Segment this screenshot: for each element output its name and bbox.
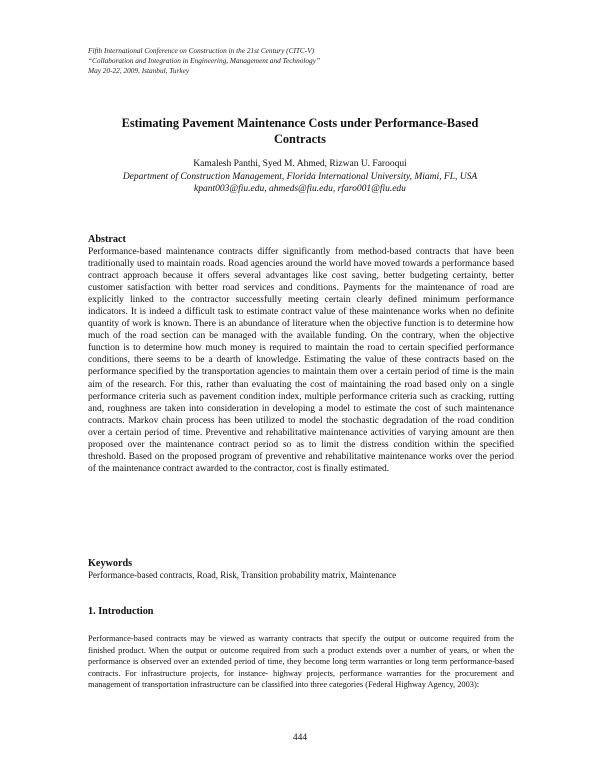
conference-date-location: May 20-22, 2009, Istanbul, Turkey xyxy=(88,66,190,75)
keywords-heading: Keywords xyxy=(88,558,133,569)
introduction-heading: 1. Introduction xyxy=(88,606,154,617)
abstract-heading: Abstract xyxy=(88,234,126,245)
conference-name: Fifth International Conference on Construction in the 21st Century (CITC-V) xyxy=(88,46,315,55)
page-number: 444 xyxy=(292,733,308,743)
paper-title: Estimating Pavement Maintenance Costs under Performance-Based Contracts xyxy=(121,116,479,146)
abstract-text: Performance-based maintenance contracts differ significantly from method-based contracts that have been traditionally used to maintain roads. Road agencies around the world have moved towards a performance based contract approach because it offers several advantages like cost saving, better budgeting certainty, better customer satisfaction with better road services and conditions. Payments for the maintenance of road are explicitly linked to the contractor successfully meeting certain clearly defined minimum performance indicators. It is indeed a difficult task to estimate contract value of these maintenance works when no definite quantity of work is known. There is an abundance of literature when the objective function is to determine how much of the road section can be managed with the available funding. On the contrary, when the objective function is to determine how much money is required to maintain the road to certain specified performance conditions, there seems to be a dearth of knowledge. Estimating the value of these contracts based on the performance specified by the transportation agencies to maintain them over a certain period of time is the main aim of the research. For this, rather than evaluating the cost of maintaining the road based only on a single performance criteria such as pavement condition index, multiple performance criteria such as cracking, rutting and, roughness are taken into consideration in developing a model to estimate the cost of such maintenance contracts. Markov chain process has been utilized to model the stochastic degradation of the road condition over a certain period of time. Preventive and rehabilitative maintenance activities of varying amount are then proposed over the maintenance contract period so as to limit the distress condition within the specified threshold. Based on the proposed program of preventive and rehabilitative maintenance works over the period of the maintenance contract awarded to the contractor, cost is finally estimated. xyxy=(88,247,514,474)
author-emails: kpant003@fiu.edu, ahmeds@fiu.edu, rfaro001@fiu.edu xyxy=(194,184,406,194)
keywords-text: Performance-based contracts, Road, Risk, Transition probability matrix, Maintenance xyxy=(88,570,397,580)
conference-header xyxy=(88,46,528,76)
paper-authors: Kamalesh Panthi, Syed M. Ahmed, Rizwan U. Farooqui xyxy=(193,159,407,169)
author-affiliation: Department of Construction Management, Florida International University, Miami, FL, USA xyxy=(122,172,478,182)
conference-theme: “Collaboration and Integration in Engineering, Management and Technology” xyxy=(88,56,321,65)
introduction-text: Performance-based contracts may be viewed as warranty contracts that specify the output or outcome required from the finished product. When the output or outcome required from such a product extends over a number of years, or when the performance is observed over an extended period of time, they become long term warranties or long term performance-based contracts. For infrastructure projects, for instance- highway projects, performance warranties for the procurement and management of transportation infrastructure can be classified into three categories (Federal Highway Agency, 2003): xyxy=(88,634,514,690)
